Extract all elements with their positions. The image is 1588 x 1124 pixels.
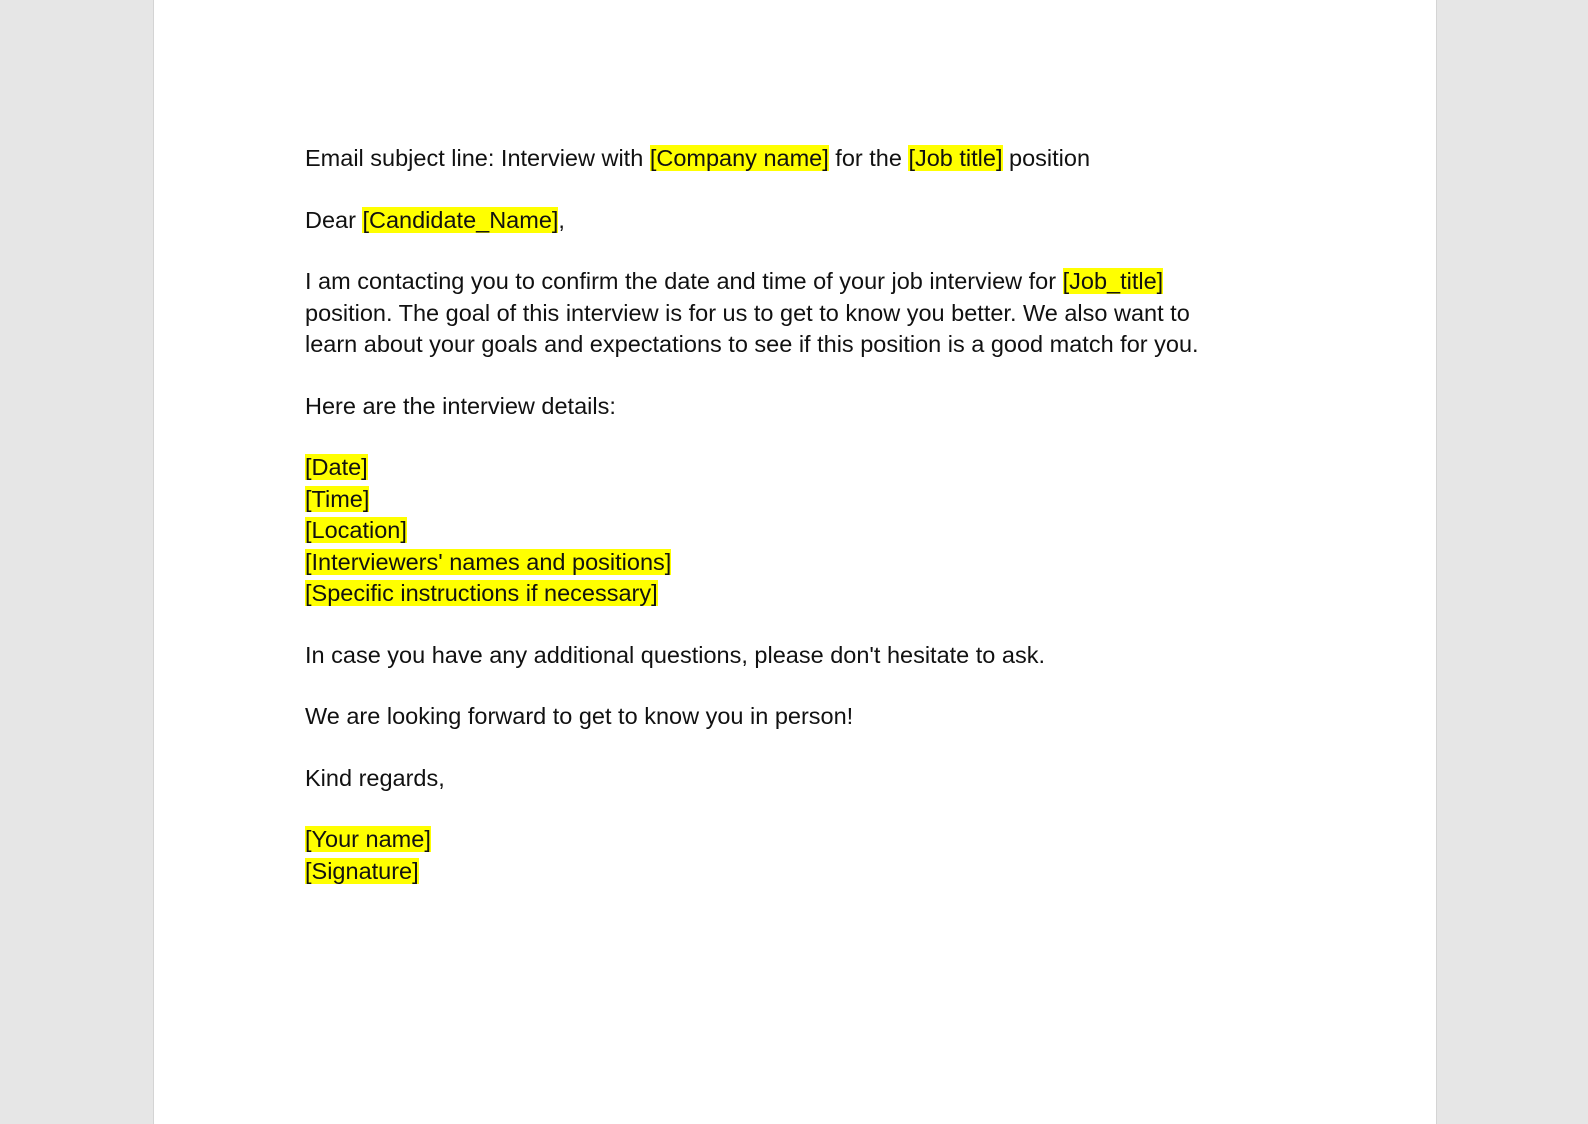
- detail-item-date: [305, 452, 1295, 484]
- interview-details-list: [305, 452, 1295, 610]
- time-placeholder: [Time]: [305, 485, 370, 512]
- intro-line-3: learn about your goals and expectations to see if this position is a good match for you.: [305, 331, 1199, 357]
- document-body: [305, 143, 1295, 917]
- signature-placeholder: [Signature]: [305, 857, 419, 884]
- interviewers-placeholder: [Interviewers' names and positions]: [305, 548, 672, 575]
- candidate-name-placeholder: [Candidate_Name]: [362, 206, 559, 233]
- your-name-placeholder: [Your name]: [305, 826, 431, 852]
- greeting: [305, 205, 1295, 237]
- details-heading: Here are the interview details:: [305, 392, 616, 419]
- detail-item-time: [305, 484, 1295, 516]
- email-subject-line: [305, 143, 1295, 175]
- intro-line-1: [305, 266, 1295, 298]
- company-name-placeholder: [Company name]: [649, 145, 829, 171]
- greeting-prefix: Dear: [305, 206, 363, 233]
- questions-paragraph: In case you have any additional questions, please don't hesitate to ask.: [305, 641, 1046, 668]
- closing: Kind regards,: [305, 764, 445, 791]
- intro-line-2: position. The goal of this interview is for us to get to know you better. We also want to: [305, 299, 1190, 326]
- subject-suffix: position: [1002, 145, 1091, 171]
- intro-paragraph: [305, 266, 1295, 361]
- subject-middle: for the: [828, 145, 909, 171]
- your-name-line: [305, 824, 1295, 856]
- detail-item-instructions: [305, 578, 1295, 610]
- job-title-placeholder-body: [Job_title]: [1062, 268, 1164, 294]
- job-title-placeholder: [Job title]: [908, 145, 1003, 171]
- subject-prefix: Email subject line: Interview with: [305, 145, 650, 171]
- date-placeholder: [Date]: [305, 454, 368, 480]
- detail-item-interviewers: [305, 547, 1295, 579]
- signature-block: [305, 824, 1295, 887]
- signature-line: [305, 856, 1295, 888]
- detail-item-location: [305, 515, 1295, 547]
- greeting-suffix: ,: [558, 206, 565, 233]
- intro-line-1-text: I am contacting you to confirm the date and time of your job interview for: [305, 268, 1063, 294]
- location-placeholder: [Location]: [305, 517, 407, 543]
- document-page: [153, 0, 1437, 1124]
- looking-forward-paragraph: We are looking forward to get to know you in person!: [305, 703, 854, 729]
- instructions-placeholder: [Specific instructions if necessary]: [305, 580, 658, 606]
